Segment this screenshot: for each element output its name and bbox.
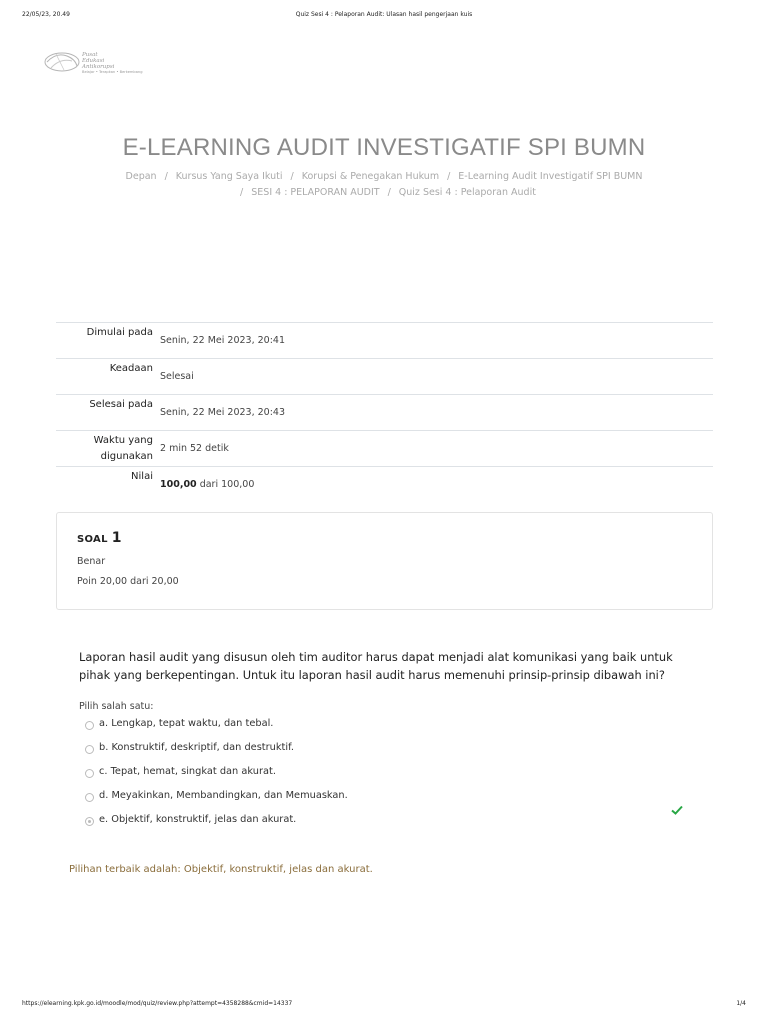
breadcrumb-separator: /: [290, 171, 294, 182]
breadcrumb-item-kursus[interactable]: Kursus Yang Saya Ikuti: [175, 171, 283, 182]
radio-button[interactable]: [85, 721, 94, 730]
question-info-box: [56, 512, 713, 610]
question-number: [77, 530, 122, 546]
summary-row-time-taken: [56, 431, 713, 467]
answer-label: b. Konstruktif, deskriptif, dan destruktif.: [99, 742, 294, 753]
summary-row-completed: [56, 395, 713, 431]
summary-value: Senin, 22 Mei 2023, 20:43: [160, 407, 285, 418]
breadcrumb-separator: /: [164, 171, 168, 182]
logo-text: Pusat Edukasi Antikorupsi: [82, 52, 115, 70]
print-date: 22/05/23, 20.49: [22, 11, 70, 18]
summary-value: Senin, 22 Mei 2023, 20:41: [160, 335, 285, 346]
breadcrumb-item-kategori[interactable]: Korupsi & Penegakan Hukum: [301, 171, 440, 182]
print-page-number: 1/4: [736, 1000, 746, 1007]
answer-option-a[interactable]: [85, 716, 685, 740]
question-state: Benar: [77, 556, 106, 567]
grade-max: dari 100,00: [199, 479, 255, 490]
summary-row-grade: [56, 467, 713, 503]
question-label: SOAL: [77, 534, 108, 545]
radio-button-selected[interactable]: [85, 817, 94, 826]
print-header: [22, 11, 746, 21]
answer-label: c. Tepat, hemat, singkat dan akurat.: [99, 766, 276, 777]
print-title: Quiz Sesi 4 : Pelaporan Audit: Ulasan hasil pengerjaan kuis: [295, 11, 473, 18]
radio-button[interactable]: [85, 769, 94, 778]
summary-value: 2 min 52 detik: [160, 443, 229, 454]
breadcrumb-separator: /: [447, 171, 451, 182]
breadcrumb-line-2: [0, 187, 768, 198]
answer-list: [85, 716, 685, 836]
summary-row-state: [56, 359, 713, 395]
summary-label: Waktu yang digunakan: [93, 435, 153, 462]
print-footer: [22, 1000, 746, 1010]
site-logo[interactable]: [42, 48, 143, 80]
correct-answer-feedback: Pilihan terbaik adalah: Objektif, konstruktif, jelas dan akurat.: [69, 864, 373, 875]
summary-label: Dimulai pada: [86, 327, 153, 338]
summary-value: Selesai: [160, 371, 194, 382]
question-grade: Poin 20,00 dari 20,00: [77, 576, 179, 587]
question-number-value: 1: [111, 530, 122, 546]
breadcrumb-item-quiz[interactable]: Quiz Sesi 4 : Pelaporan Audit: [398, 187, 536, 198]
radio-button[interactable]: [85, 793, 94, 802]
answer-label: a. Lengkap, tepat waktu, dan tebal.: [99, 718, 274, 729]
attempt-summary-table: [56, 322, 713, 503]
breadcrumb-item-course[interactable]: E-Learning Audit Investigatif SPI BUMN: [458, 171, 643, 182]
answer-label: e. Objektif, konstruktif, jelas dan akurat.: [99, 814, 297, 825]
answer-option-b[interactable]: [85, 740, 685, 764]
logo-tagline: Belajar • Terapkan • Berkembang: [82, 70, 143, 74]
answer-prompt: Pilih salah satu:: [79, 701, 154, 712]
answer-option-c[interactable]: [85, 764, 685, 788]
summary-label: Selesai pada: [89, 399, 153, 410]
answer-option-e[interactable]: [85, 812, 685, 836]
breadcrumb-separator: /: [387, 187, 391, 198]
breadcrumb: [0, 171, 768, 182]
answer-label: d. Meyakinkan, Membandingkan, dan Memuaskan.: [99, 790, 348, 801]
breadcrumb-separator: /: [240, 187, 244, 198]
breadcrumb-item-section[interactable]: SESI 4 : PELAPORAN AUDIT: [251, 187, 380, 198]
question-text: Laporan hasil audit yang disusun oleh tim auditor harus dapat menjadi alat komunikasi yang baik untuk pihak yang berkepentingan. Untuk itu laporan hasil audit harus memenuhi prinsip-prinsip dibawah ini?: [79, 650, 673, 682]
logo-emblem-icon: [42, 48, 82, 76]
summary-label: Keadaan: [109, 363, 153, 374]
check-icon: [671, 805, 683, 815]
summary-label: Nilai: [131, 471, 153, 482]
radio-button[interactable]: [85, 745, 94, 754]
print-url: https://elearning.kpk.go.id/moodle/mod/quiz/review.php?attempt=4358288&cmid=14337: [22, 1000, 293, 1007]
breadcrumb-item-depan[interactable]: Depan: [125, 171, 157, 182]
grade-score: 100,00: [160, 479, 197, 490]
site-title: E-LEARNING AUDIT INVESTIGATIF SPI BUMN: [122, 134, 646, 161]
answer-option-d[interactable]: [85, 788, 685, 812]
summary-row-started: [56, 323, 713, 359]
summary-value: [160, 479, 254, 490]
